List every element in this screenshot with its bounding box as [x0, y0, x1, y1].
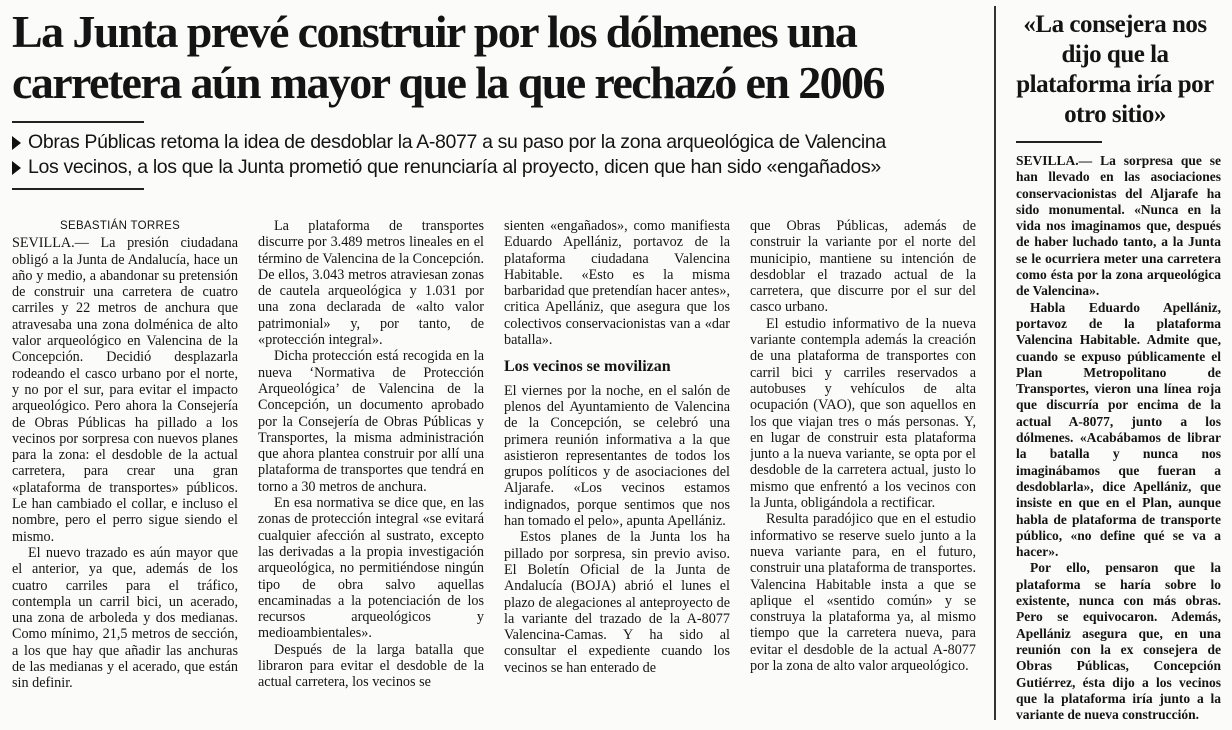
article-column-2 — [258, 218, 484, 723]
sidebar-pull-quote: «La consejera nos dijo que la plataforma iría por otro sitio» — [1016, 11, 1214, 128]
headline-line-1: La Junta prevé construir por los dólmenes una — [12, 6, 857, 57]
sidebar-dateline: SEVILLA.— — [1016, 153, 1093, 168]
dateline: SEVILLA.— — [12, 235, 89, 252]
article-paragraph: SEVILLA.— La presión ciudadana obligó a la Junta de Andalucía, hace un año y medio, a abandonar su pretensión de construir una carretera de cuatro carriles y 22 metros de anchura que atravesaba una zona dolménica de alto valor arqueológico en Valencina de la Concepción. Decidió desplazarla rodeando el casco urbano por el norte, y no por el sur, para evitar el impacto arqueológico. Pero ahora la Consejería de Obras Públicas ha pillado a los vecinos por sorpresa con nuevos planes para la zona: el desdoble de la actual carretera, para crear una gran «plataforma de transportes» públicos. Le han cambiado el collar, e incluso el nombre, pero el perro sigue siendo el mismo. — [12, 235, 238, 545]
subhead-top-rule — [12, 121, 144, 123]
article-paragraph: El nuevo trazado es aún mayor que el anterior, ya que, además de los cuatro carriles para el tráfico, contempla un carril bici, un acerado, una zona de arboleda y dos medianas. Como mínimo, 21,5 metros de sección, a los que hay que añadir las anchuras de las medianas y el acerado, que están sin definir. — [12, 544, 238, 692]
article-paragraph: que Obras Públicas, además de construir la variante por el norte del municipio, mantiene su intención de desdoblar el trazado actual de la carretera, que discurre por el sur del casco urbano. — [750, 218, 976, 316]
article-paragraph: Después de la larga batalla que libraron para evitar el desdoble de la actual carretera, los vecinos se — [258, 641, 484, 691]
article-paragraph: Resulta paradójico que en el estudio informativo se reserve suelo junto a la nueva variante para, en el futuro, construir una plataforma de transportes. Valencina Habitable insta a que se aplique el «sentido común» y se construya la plataforma ya, al mismo tiempo que la carretera nueva, para evitar el desdoble de la actual A-8077 por la zona de alto valor arqueológico. — [750, 511, 976, 675]
sidebar-paragraph: Habla Eduardo Apellániz, portavoz de la plataforma Valencina Habitable. Admite que, cuando se expuso públicamente el Plan Metropolitano de Transportes, vieron una línea roja que discurría por encima de la actual A-8077, junto a los dólmenes. «Acabábamos de librar la batalla y nunca nos imaginábamos que fueran a desdoblarla», dice Apellániz, que insiste en que en el Plan, aunque habla de plataforma de transporte público, «no define qué se va a hacer». — [1016, 299, 1221, 560]
article-paragraph: La plataforma de transportes discurre por 3.489 metros lineales en el término de Valencina de la Concepción. De ellos, 3.043 metros atraviesan zonas de cautela arqueológica y 1.031 por una zona declarada de «alto valor patrimonial» y, por tanto, de «protección integral». — [258, 218, 484, 349]
subhead-item — [12, 130, 987, 155]
headline-line-2: carretera aún mayor que la que rechazó en 2006 — [12, 57, 884, 108]
crosshead: Los vecinos se movilizan — [504, 358, 671, 376]
triangle-bullet-icon — [12, 136, 21, 150]
subhead-text: Los vecinos, a los que la Junta prometió que renunciaría al proyecto, dicen que han sido «engañados» — [28, 156, 881, 178]
article-paragraph: El viernes por la noche, en el salón de plenos del Ayuntamiento de Valencina de la Concepción, se celebró una primera reunión informativa a la que asistieron representantes de todos los grupos políticos y de asociaciones del Aljarafe. «Los vecinos estamos indignados, porque sentimos que nos han tomado el pelo», apunta Apellániz. — [504, 382, 730, 530]
article-column-3 — [504, 218, 730, 723]
article-paragraph: Dicha protección está recogida en la nueva ‘Normativa de Protección Arqueológica’ de Valencina de la Concepción, un documento aprobado por la Consejería de Obras Públicas y Transportes, la misma administración que ahora plantea construir por allí una plataforma de transportes que tendrá en torno a 30 metros de anchura. — [258, 348, 484, 495]
triangle-bullet-icon — [12, 161, 21, 175]
headline — [12, 6, 987, 108]
byline: SEBASTIÁN TORRES — [60, 220, 181, 232]
subhead-bottom-rule — [12, 188, 144, 190]
article-column-4 — [750, 218, 976, 723]
sidebar-body — [1016, 153, 1221, 725]
subhead-text: Obras Públicas retoma la idea de desdoblar la A-8077 a su paso por la zona arqueológica de Valencina — [28, 131, 886, 153]
article-paragraph: sienten «engañados», como manifiesta Eduardo Apellániz, portavoz de la plataforma ciudadana Valencina Habitable. «Esto es la misma barbaridad que pretendían hacer antes», critica Apellániz, que asegura que los colectivos conservacionistas van a «dar batalla». — [504, 218, 730, 349]
subhead-item — [12, 155, 987, 180]
article-paragraph: En esa normativa se dice que, en las zonas de protección integral «se evitará cualquier afección al sustrato, excepto las derivadas a la propia investigación arqueológica, no permitiéndose ningún tipo de obra salvo aquellas encaminadas a la potenciación de los recursos arqueológicos y medioambientales». — [258, 495, 484, 642]
sidebar-divider — [994, 6, 996, 720]
article-column-1 — [12, 218, 238, 723]
sidebar-paragraph: SEVILLA.— La sorpresa que se han llevado en las asociaciones conservacionistas del Aljarafe ha sido monumental. «Nunca en la vida nos imaginamos que, después de haber luchado tanto, a la Junta se le ocurriera meter una carretera como ésta por la zona arqueológica de Valencina». — [1016, 153, 1221, 299]
article-paragraph: El estudio informativo de la nueva variante contempla además la creación de una plataforma de transportes con carril bici y carriles reservados a autobuses y vehículos de alta ocupación (VAO), que son aquellos en los que viajan tres o más personas. Y, en lugar de construir esta plataforma junto a la nueva variante, se opta por el desdoble de la carretera actual, justo lo mismo que enfrentó a los vecinos con la Junta, obligándola a rectificar. — [750, 315, 976, 512]
subheads — [12, 130, 987, 180]
sidebar-paragraph: Por ello, pensaron que la plataforma se haría sobre lo existente, nunca con más obras. Pero se equivocaron. Además, Apellániz asegura que, en una reunión con la ex consejera de Obras Públicas, Concepción Gutiérrez, ésta dijo a los vecinos que la plataforma iría junto a la variante de nueva construcción. — [1016, 560, 1221, 723]
sidebar-rule — [1016, 141, 1102, 143]
article-paragraph: Estos planes de la Junta los ha pillado por sorpresa, sin previo aviso. El Boletín Oficial de la Junta de Andalucía (BOJA) abrió el lunes el plazo de alegaciones al anteproyecto de la variante del trazado de la A-8077 Valencina-Camas. Y ha sido al consultar el expediente cuando los vecinos se han enterado de — [504, 529, 730, 676]
